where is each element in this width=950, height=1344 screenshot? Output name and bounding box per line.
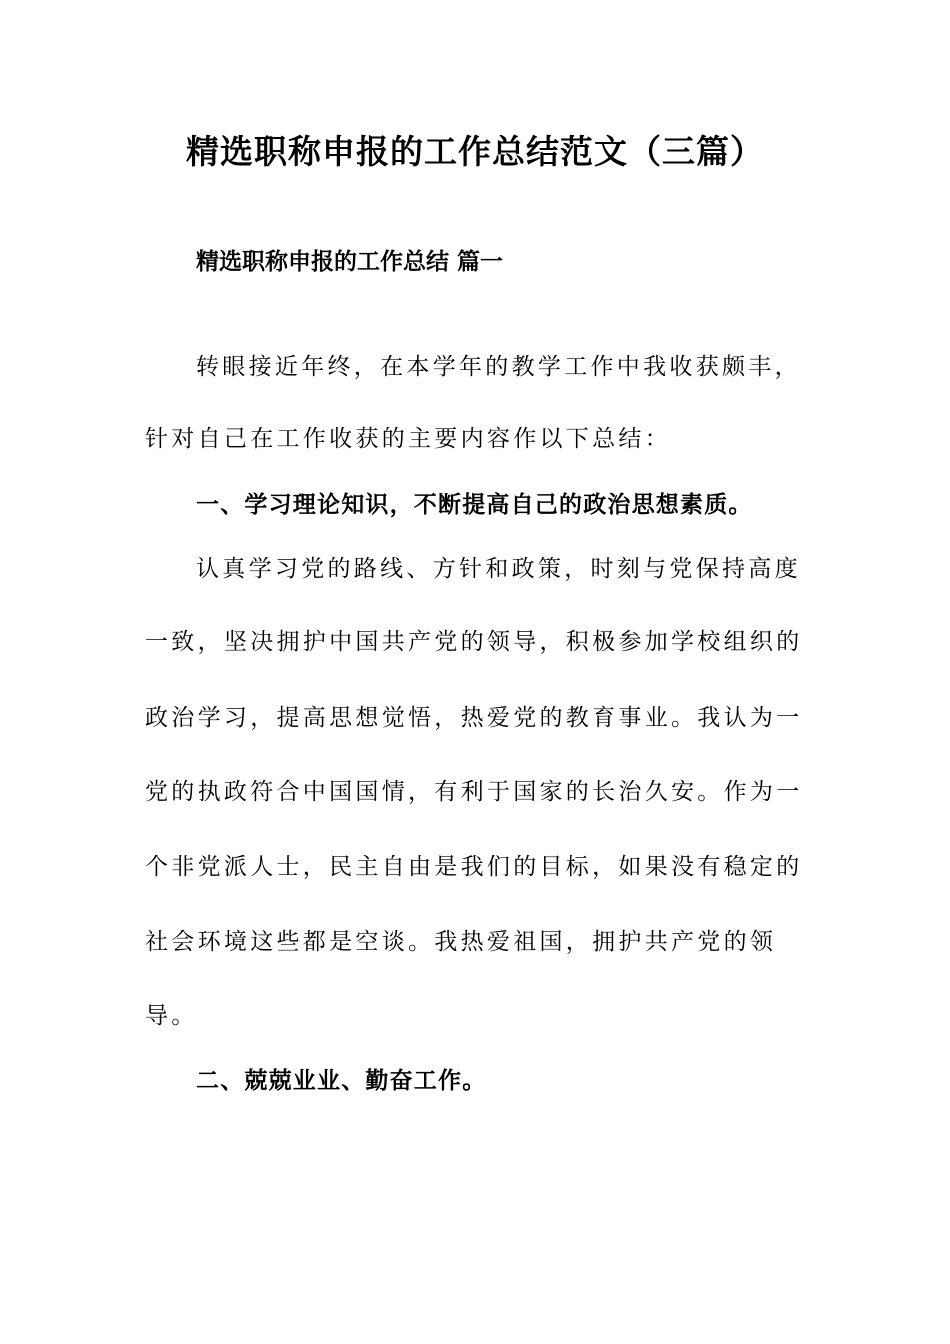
- section-heading: 精选职称申报的工作总结 篇一: [196, 248, 504, 275]
- paragraph-line: 党的执政符合中国国情，有利于国家的长治久安。作为一: [145, 779, 803, 805]
- paragraph-line: 社会环境这些都是空谈。我热爱祖国，拥护共产党的领: [145, 929, 777, 955]
- paragraph-line: 转眼接近年终，在本学年的教学工作中我收获颇丰，: [196, 354, 801, 380]
- paragraph-line: 政治学习，提高思想觉悟，热爱党的教育事业。我认为一: [145, 705, 803, 731]
- paragraph-line: 针对自己在工作收获的主要内容作以下总结：: [145, 426, 671, 452]
- paragraph-line: 个非党派人士，民主自由是我们的目标，如果没有稳定的: [145, 854, 803, 880]
- paragraph-line: 认真学习党的路线、方针和政策，时刻与党保持高度: [196, 556, 801, 582]
- paragraph-line: 一致，坚决拥护中国共产党的领导，积极参加学校组织的: [145, 629, 803, 655]
- document-title: 精选职称申报的工作总结范文（三篇）: [186, 132, 764, 171]
- paragraph-line: 导。: [145, 1003, 198, 1029]
- section-point-heading: 二、兢兢业业、勤奋工作。: [196, 1067, 487, 1094]
- section-point-heading: 一、学习理论知识，不断提高自己的政治思想素质。: [196, 491, 753, 518]
